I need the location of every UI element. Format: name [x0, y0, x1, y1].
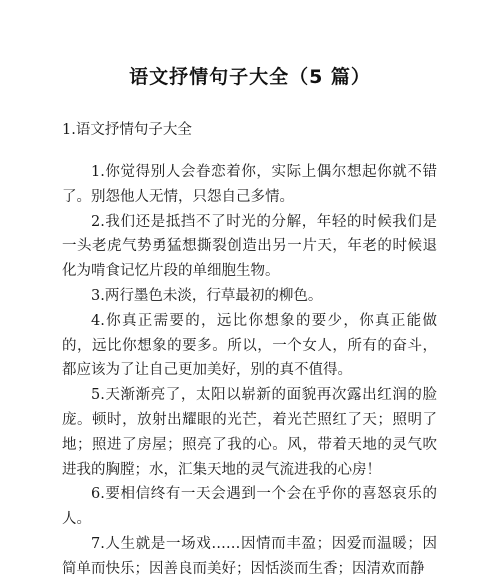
paragraph-7: 7.人生就是一场戏……因情而丰盈；因爱而温暖；因简单而快乐；因善良而美好；因恬淡而生香；因清欢而静	[62, 535, 437, 577]
document-title: 语文抒情句子大全（5 篇）	[129, 66, 371, 88]
paragraph-1: 1.你觉得别人会眷恋着你，实际上偶尔想起你就不错了。别怨他人无情，只怨自己多情。	[62, 164, 437, 205]
paragraph-5: 5.天渐渐亮了，太阳以崭新的面貌再次露出红润的脸庞。顿时，放射出耀眼的光芒，着光芒照红了天；照明了地；照进了房屋；照亮了我的心。风，带着天地的灵气吹进我的胸膛；水，汇集天地的灵气流进我的心房！	[62, 387, 437, 478]
section-heading: 1.语文抒情句子大全	[62, 122, 192, 138]
paragraph-3: 3.两行墨色未淡，行草最初的柳色。	[91, 287, 323, 304]
paragraph-6: 6.要相信终有一天会遇到一个会在乎你的喜怒哀乐的人。	[62, 486, 437, 528]
document-body	[62, 160, 437, 582]
paragraph-4: 4.你真正需要的，远比你想象的要少，你真正能做的，远比你想象的要多。所以，一个女人，所有的奋斗，都应该为了让自己更加美好，别的真不值得。	[62, 312, 437, 379]
paragraph-2: 2.我们还是抵挡不了时光的分解，年轻的时候我们是一头老虎气势勇猛想撕裂创造出另一片天，年老的时候退化为啃食记忆片段的单细胞生物。	[62, 213, 437, 280]
